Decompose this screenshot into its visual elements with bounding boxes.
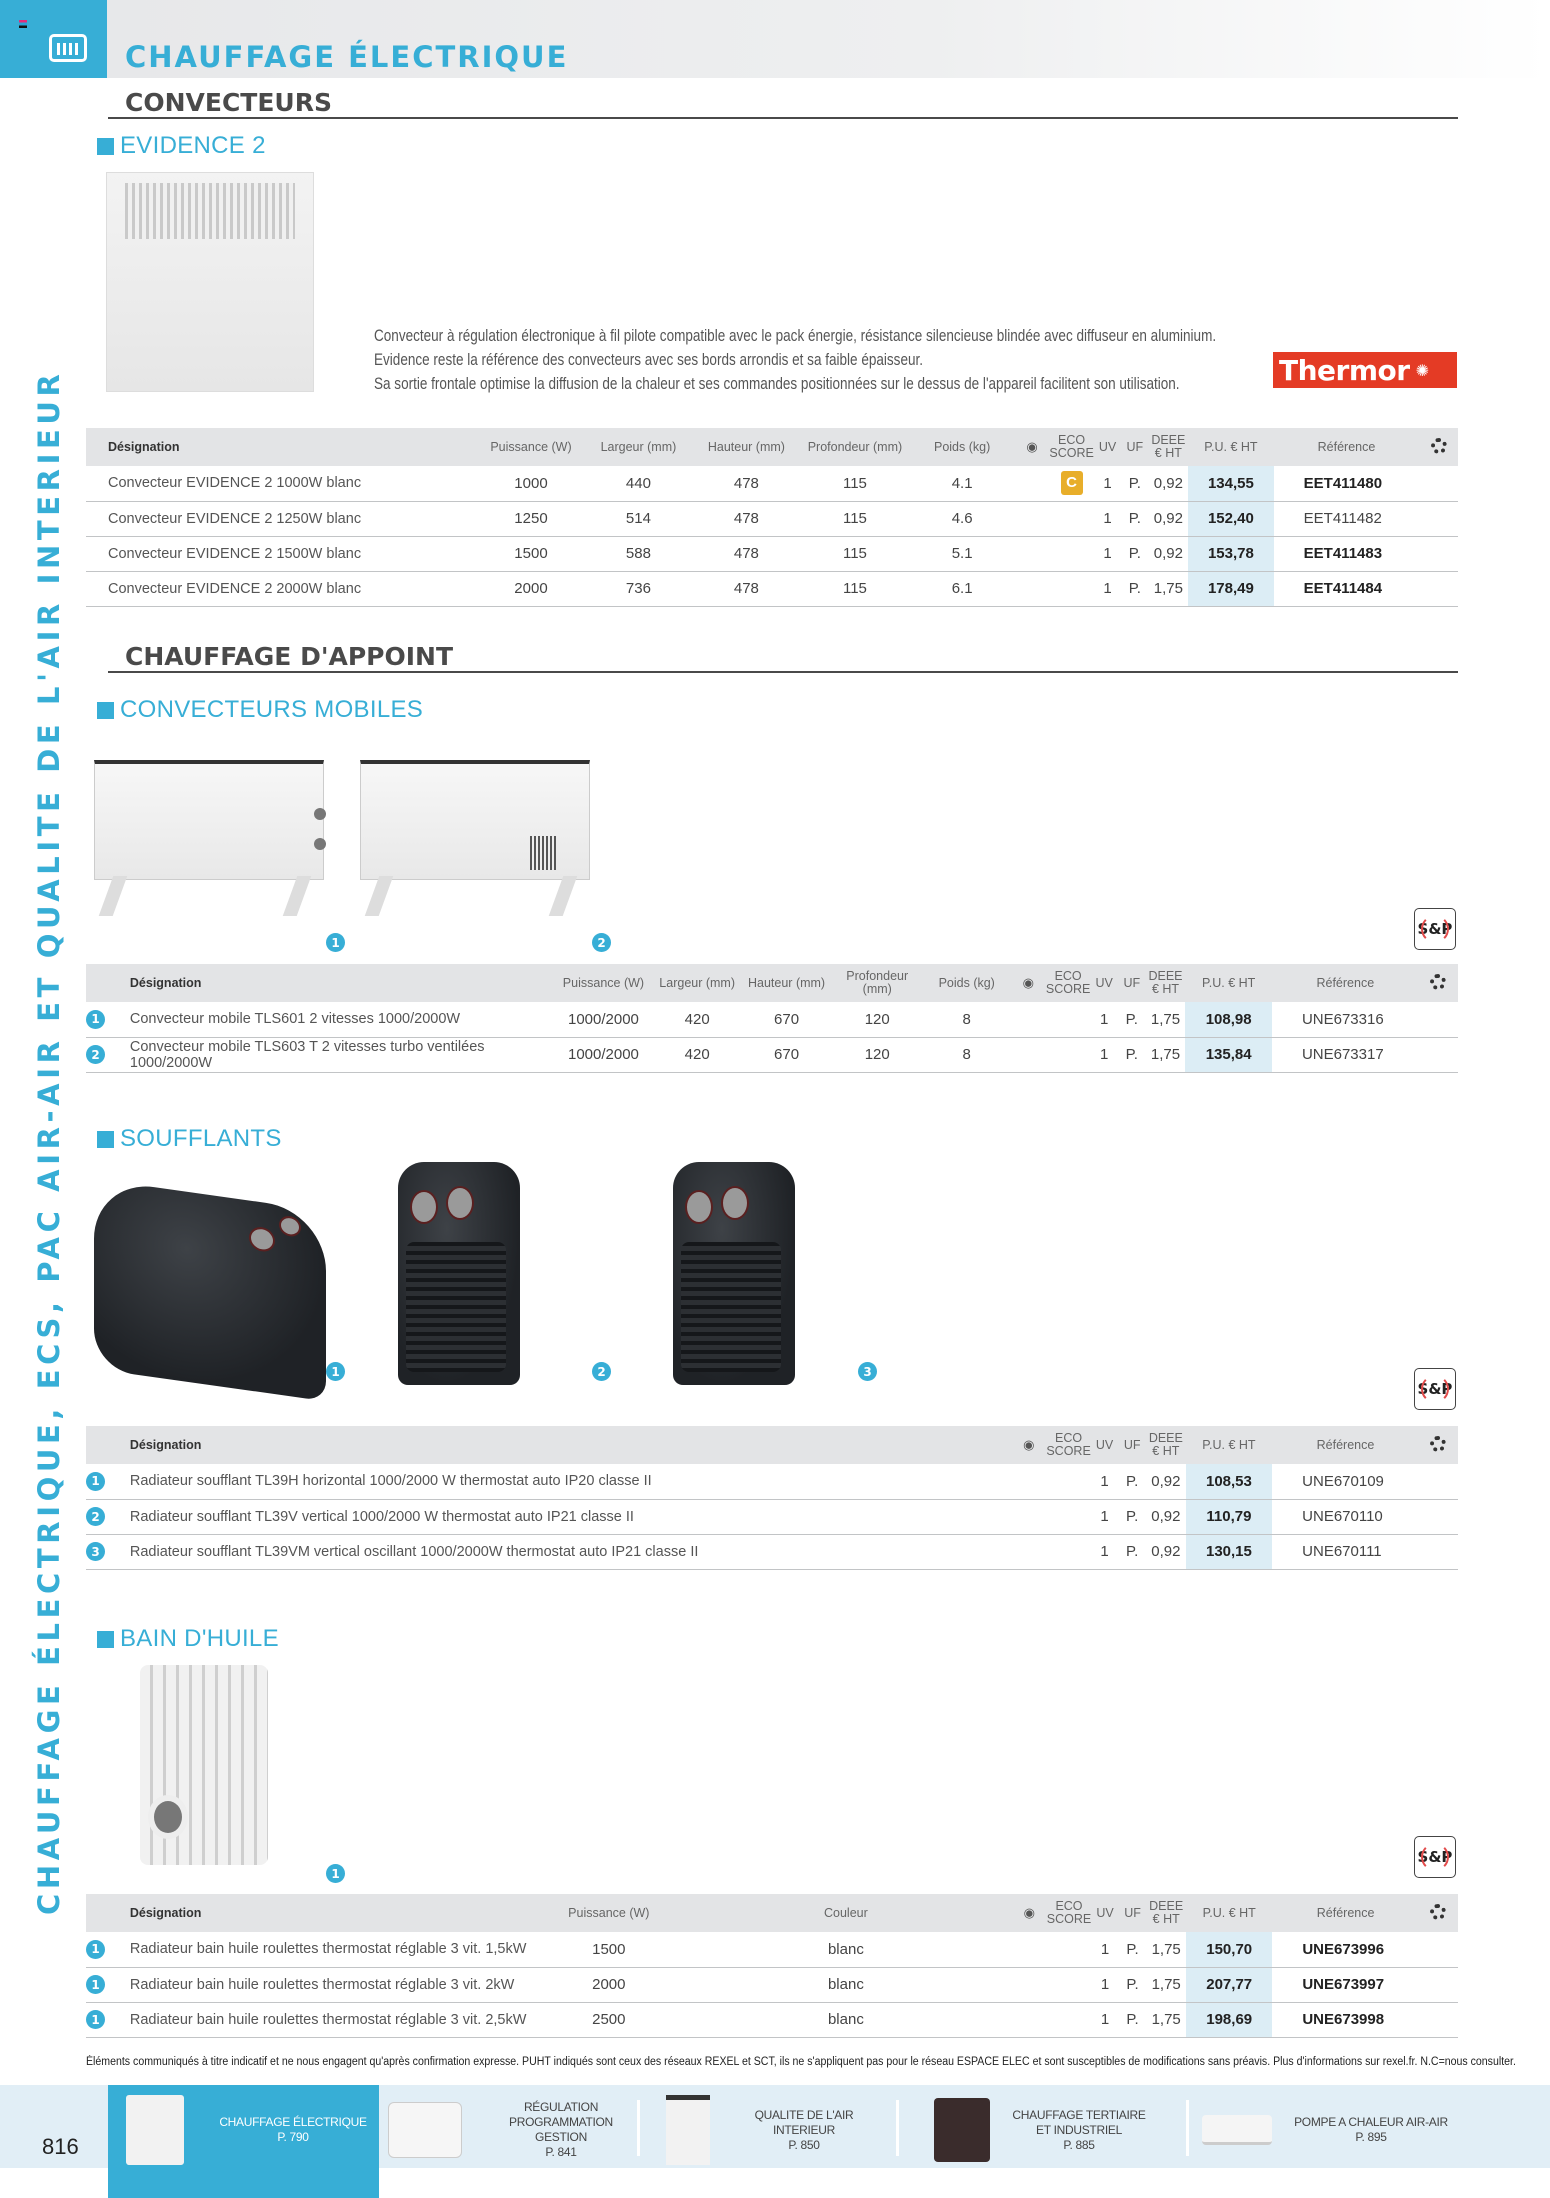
table-row: 1 Radiateur bain huile roulettes thermostat réglable 3 vit. 2,5kW 2500 blanc 1 P. 1,75 198,69 UNE673998: [86, 2002, 1458, 2037]
table-convecteurs-mobiles: Désignation Puissance (W) Largeur (mm) Hauteur (mm) Profondeur (mm) Poids (kg) ◉ ECO SCORE UV UF DEEE € HT P.U. € HT Référence 1 Convecteur mobile TLS601 2 vitesses 1000/2000W 1000/2000 420 670 120 8 1 P. 1,75 108,98 UNE673316 2 Convecteur mobile TLS603 T 2 vitesses turbo ventilées 1000/2000W 1000/2000 420 670 120 8 1 P. 1,75 135,84 UNE673317: [86, 964, 1458, 1073]
footer-nav-chauffage-electrique[interactable]: CHAUFFAGE ÉLECTRIQUE P. 790: [126, 2100, 378, 2160]
subsection-soufflants: SOUFFLANTS: [97, 1125, 282, 1153]
footer-nav-chauffage-tertiaire[interactable]: CHAUFFAGE TERTIAIRE ET INDUSTRIEL P. 885: [934, 2100, 1154, 2160]
table-row: 1 Radiateur bain huile roulettes thermostat réglable 3 vit. 2kW 2000 blanc 1 P. 1,75 207,77 UNE673997: [86, 1967, 1458, 2002]
wifi-icon: ◉: [1022, 975, 1034, 990]
section-title-convecteurs: CONVECTEURS: [125, 88, 332, 117]
badge-1: 1: [326, 1362, 345, 1381]
recycle-icon: [1431, 438, 1447, 454]
wifi-icon: ◉: [1023, 1437, 1035, 1452]
table-row: 1 Radiateur soufflant TL39H horizontal 1000/2000 W thermostat auto IP20 classe II 1 P. 0,92 108,53 UNE670109: [86, 1464, 1458, 1499]
side-category-label: CHAUFFAGE ÉLECTRIQUE, ECS, PAC AIR-AIR ET QUALITE DE L'AIR INTERIEUR: [32, 369, 66, 1915]
subsection-bain-huile: BAIN D'HUILE: [97, 1625, 279, 1653]
table-row: 1 Convecteur mobile TLS601 2 vitesses 1000/2000W 1000/2000 420 670 120 8 1 P. 1,75 108,98 UNE673316: [86, 1002, 1458, 1037]
thumb-air-purifier: [666, 2095, 710, 2165]
radiator-icon: [49, 34, 87, 62]
table-row: Convecteur EVIDENCE 2 1000W blanc 1000 440 478 115 4.1 C 1 P. 0,92 134,55 EET411480: [86, 466, 1458, 501]
recycle-icon: [1430, 974, 1446, 990]
table-row: 2 Radiateur soufflant TL39V vertical 1000/2000 W thermostat auto IP21 classe II 1 P. 0,92 110,79 UNE670110: [86, 1499, 1458, 1534]
thumb-convector: [126, 2095, 184, 2165]
page-number: 816: [42, 2134, 79, 2159]
thumb-industrial-heater: [934, 2098, 990, 2162]
table-evidence-2: Désignation Puissance (W) Largeur (mm) Hauteur (mm) Profondeur (mm) Poids (kg) ◉ ECO SCORE UV UF DEEE € HT P.U. € HT Référence Convecteur EVIDENCE 2 1000W blanc 1000 440 478 115 4.1 C 1 P. 0,92 134,55 EET411480 Convecteur EVIDENCE 2 1250W blanc 1250 514 478 115 4.6 1 P. 0,92 152,40 EET411482 Convecteur EVIDENCE 2 1500W blanc 1500 588 478 115 5.1 1 P. 0,92 153,78 EET411483 Convecteur EVIDENCE 2 2000W blanc 2000 736 478 115 6.1 1 P. 1,75 178,49 EET411484: [86, 428, 1458, 607]
product-image-evidence-2: [106, 172, 314, 392]
badge-1: 1: [326, 933, 345, 952]
wifi-icon: ◉: [1026, 439, 1038, 454]
badge-2: 2: [592, 933, 611, 952]
square-bullet-icon: [97, 1131, 114, 1148]
page-title: CHAUFFAGE ÉLECTRIQUE: [125, 40, 569, 74]
table-row: Convecteur EVIDENCE 2 1500W blanc 1500 588 478 115 5.1 1 P. 0,92 153,78 EET411483: [86, 536, 1458, 571]
badge-3: 3: [858, 1362, 877, 1381]
badge-1: 1: [326, 1864, 345, 1883]
subsection-convecteurs-mobiles: CONVECTEURS MOBILES: [97, 696, 423, 724]
subsection-evidence-2: EVIDENCE 2: [97, 132, 266, 160]
square-bullet-icon: [97, 702, 114, 719]
sp-logo: S&P: [1414, 1368, 1456, 1410]
thumb-air-conditioner: [1202, 2115, 1272, 2145]
footer-nav-pac-air-air[interactable]: POMPE A CHALEUR AIR-AIR P. 895: [1202, 2100, 1456, 2160]
sp-logo: S&P: [1414, 1836, 1456, 1878]
product-image-tls601: [94, 760, 324, 880]
wifi-icon: ◉: [1023, 1905, 1035, 1920]
disclaimer: Éléments communiqués à titre indicatif et ne nous engagent qu'après confirmation expresse. PUHT indiqués sont ceux des réseaux REXEL et SCT, ils ne s'appliquent pas pour le réseau ESPACE ELEC et sont susceptibles de modifications sans préavis. Plus d'informations sur rexel.fr. N.C=nous consulter.: [86, 2056, 1516, 2068]
table-row: 1 Radiateur bain huile roulettes thermostat réglable 3 vit. 1,5kW 1500 blanc 1 P. 1,75 150,70 UNE673996: [86, 1932, 1458, 1967]
square-bullet-icon: [97, 138, 114, 155]
product-description: Convecteur à régulation électronique à fil pilote compatible avec le pack énergie, résistance silencieuse blindée avec diffuseur en aluminium. Evidence reste la référence des convecteurs avec ses bords arrondis et sa faible épaisseur. Sa sortie frontale optimise la diffusion de la chaleur et ses commandes positionnées sur le dessus de l'appareil facilitent son utilisation.: [374, 327, 1217, 393]
footer-nav-regulation[interactable]: RÉGULATION PROGRAMMATION GESTION P. 841: [388, 2100, 646, 2160]
table-soufflants: Désignation ◉ ECO SCORE UV UF DEEE € HT P.U. € HT Référence 1 Radiateur soufflant TL39H horizontal 1000/2000 W thermostat auto IP20 classe II 1 P. 0,92 108,53 UNE670109 2 Radiateur soufflant TL39V vertical 1000/2000 W thermostat auto IP21 classe II 1 P. 0,92 110,79 UNE670110 3 Radiateur soufflant TL39VM vertical oscillant 1000/2000W thermostat auto IP21 classe II 1 P. 0,92 130,15 UNE670111: [86, 1426, 1458, 1570]
thermor-logo: Thermor ✺: [1273, 352, 1457, 388]
sp-logo: S&P: [1414, 908, 1456, 950]
section-title-appoint: CHAUFFAGE D'APPOINT: [125, 642, 454, 671]
print-mark-icon: [19, 20, 27, 28]
footer-nav-qualite-air[interactable]: QUALITE DE L'AIR INTERIEUR P. 850: [666, 2100, 884, 2160]
section-divider: [108, 671, 1458, 673]
square-bullet-icon: [97, 1631, 114, 1648]
table-bain-huile: Désignation Puissance (W) Couleur ◉ ECO SCORE UV UF DEEE € HT P.U. € HT Référence 1 Radiateur bain huile roulettes thermostat réglable 3 vit. 1,5kW 1500 blanc 1 P. 1,75 150,70 UNE673996 1 Radiateur bain huile roulettes thermostat réglable 3 vit. 2kW 2000 blanc 1 P. 1,75 207,77 UNE673997 1 Radiateur bain huile roulettes thermostat réglable 3 vit. 2,5kW 2500 blanc 1 P. 1,75 198,69 UNE673998: [86, 1894, 1458, 2038]
table-row: Convecteur EVIDENCE 2 2000W blanc 2000 736 478 115 6.1 1 P. 1,75 178,49 EET411484: [86, 571, 1458, 606]
table-row: Convecteur EVIDENCE 2 1250W blanc 1250 514 478 115 4.6 1 P. 0,92 152,40 EET411482: [86, 501, 1458, 536]
product-image-tl39h: [94, 1179, 326, 1402]
recycle-icon: [1430, 1904, 1446, 1920]
table-row: 2 Convecteur mobile TLS603 T 2 vitesses turbo ventilées 1000/2000W 1000/2000 420 670 120 8 1 P. 1,75 135,84 UNE673317: [86, 1037, 1458, 1072]
section-divider: [108, 117, 1458, 119]
product-image-tl39vm: [673, 1162, 795, 1385]
badge-2: 2: [592, 1362, 611, 1381]
table-row: 3 Radiateur soufflant TL39VM vertical oscillant 1000/2000W thermostat auto IP21 classe II 1 P. 0,92 130,15 UNE670111: [86, 1534, 1458, 1569]
product-image-tl39v: [398, 1162, 520, 1385]
recycle-icon: [1430, 1436, 1446, 1452]
eco-score-badge: C: [1061, 471, 1083, 495]
thumb-thermostat: [388, 2102, 462, 2158]
